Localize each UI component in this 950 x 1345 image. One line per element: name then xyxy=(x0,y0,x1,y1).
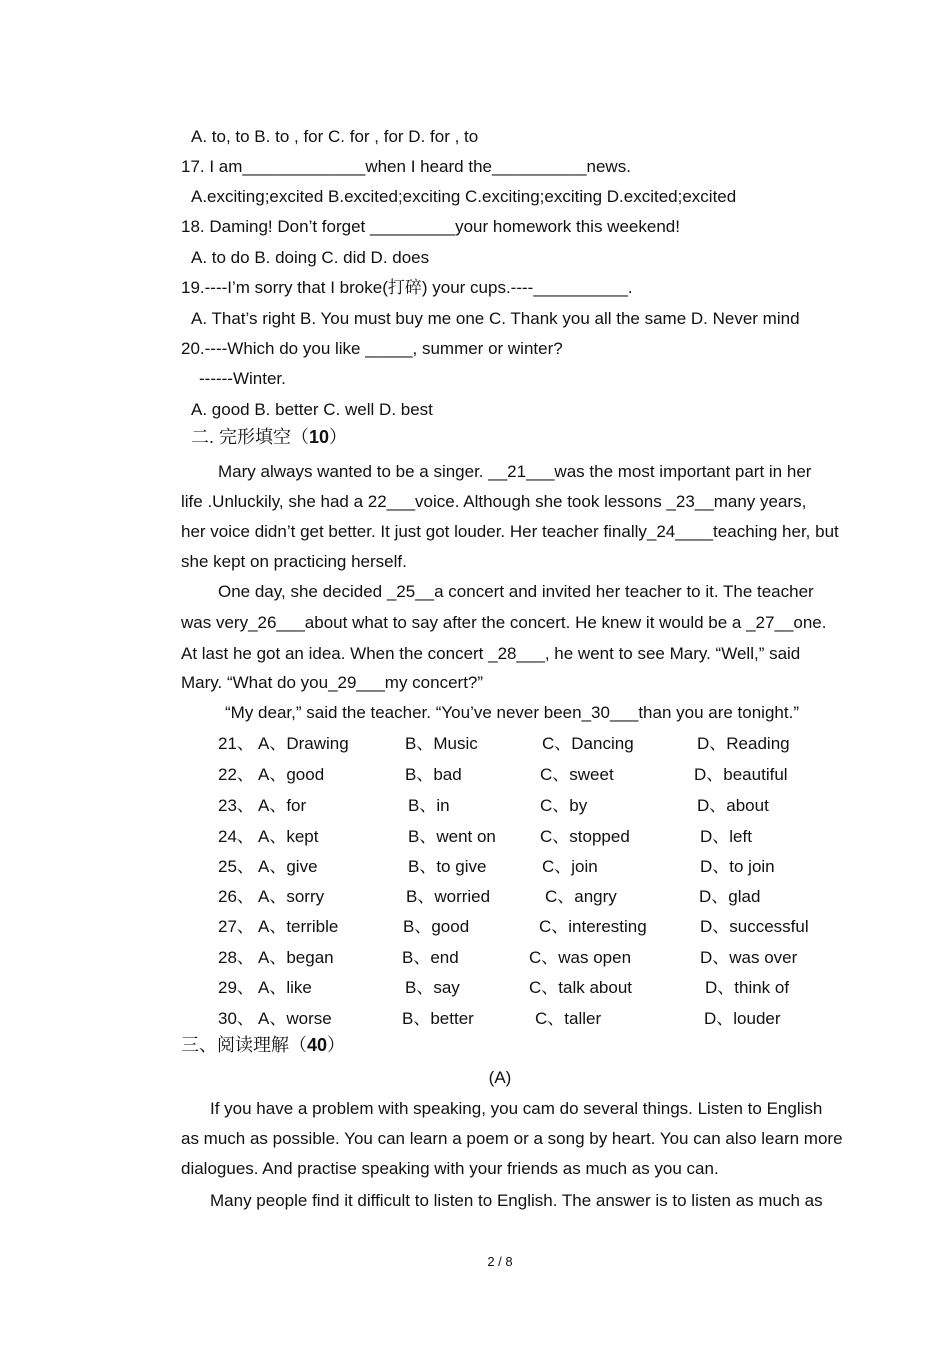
option-a: A、worse xyxy=(258,1009,332,1028)
option-d: D、think of xyxy=(705,978,790,997)
option-b: B、end xyxy=(402,948,459,967)
option-b: B、in xyxy=(408,796,450,815)
section3-title: 三、阅读理解（ xyxy=(181,1035,307,1055)
q19-options: A. That’s right B. You must buy me one C. Thank you all the same D. Never mind xyxy=(191,309,800,328)
option-c: C、angry xyxy=(545,887,617,906)
option-a: A、terrible xyxy=(258,917,339,936)
section3-heading xyxy=(181,1035,345,1055)
q18-options: A. to do B. doing C. did D. does xyxy=(191,248,430,267)
option-row-24 xyxy=(218,826,858,848)
section2-close: ） xyxy=(329,427,348,447)
option-d: D、glad xyxy=(699,887,761,906)
cloze-line-3: her voice didn’t get better. It just got louder. Her teacher finally_24____teaching her, but xyxy=(181,522,839,541)
option-c: C、taller xyxy=(535,1009,602,1028)
option-a: A、for xyxy=(258,796,307,815)
option-c: C、Dancing xyxy=(542,734,634,753)
cloze-line-9: “My dear,” said the teacher. “You’ve never been_30___than you are tonight.” xyxy=(225,703,799,722)
cloze-line-2: life .Unluckily, she had a 22___voice. Although she took lessons _23__many years, xyxy=(181,492,807,511)
option-number: 24、 xyxy=(218,827,254,846)
section3-score: 40 xyxy=(307,1035,328,1055)
option-d: D、to join xyxy=(700,857,775,876)
option-a: A、began xyxy=(258,948,334,967)
q17-stem: 17. I am_____________when I heard the__________news. xyxy=(181,157,631,176)
passage-line-1: If you have a problem with speaking, you cam do several things. Listen to English xyxy=(210,1099,823,1118)
option-d: D、beautiful xyxy=(694,765,788,784)
q20-options: A. good B. better C. well D. best xyxy=(191,400,433,419)
option-c: C、talk about xyxy=(529,978,632,997)
option-b: B、went on xyxy=(408,827,496,846)
option-number: 27、 xyxy=(218,917,254,936)
q17-options: A.exciting;excited B.excited;exciting C.exciting;exciting D.excited;excited xyxy=(191,187,737,206)
option-b: B、say xyxy=(405,978,460,997)
option-row-21 xyxy=(218,733,858,755)
option-c: C、by xyxy=(540,796,588,815)
option-number: 21、 xyxy=(218,734,254,753)
option-a: A、good xyxy=(258,765,325,784)
option-row-26 xyxy=(218,886,858,908)
option-row-27 xyxy=(218,916,858,938)
option-c: C、interesting xyxy=(539,917,647,936)
q16-options: A. to, to B. to , for C. for , for D. for , to xyxy=(191,127,479,146)
option-a: A、give xyxy=(258,857,318,876)
option-d: D、louder xyxy=(704,1009,781,1028)
option-b: B、Music xyxy=(405,734,478,753)
option-number: 22、 xyxy=(218,765,254,784)
option-row-30 xyxy=(218,1008,858,1030)
passage-line-2: as much as possible. You can learn a poem or a song by heart. You can also learn more xyxy=(181,1129,843,1148)
option-c: C、sweet xyxy=(540,765,614,784)
option-c: C、join xyxy=(542,857,598,876)
option-number: 28、 xyxy=(218,948,254,967)
option-number: 29、 xyxy=(218,978,254,997)
option-b: B、bad xyxy=(405,765,462,784)
option-row-29 xyxy=(218,977,858,999)
option-d: D、was over xyxy=(700,948,798,967)
cloze-line-5: One day, she decided _25__a concert and invited her teacher to it. The teacher xyxy=(218,582,814,601)
option-a: A、kept xyxy=(258,827,319,846)
option-b: B、better xyxy=(402,1009,474,1028)
option-a: A、sorry xyxy=(258,887,325,906)
option-number: 26、 xyxy=(218,887,254,906)
option-row-28 xyxy=(218,947,858,969)
q20-stem: 20.----Which do you like _____, summer or winter? xyxy=(181,339,563,358)
passage-line-4: Many people find it difficult to listen to English. The answer is to listen as much as xyxy=(210,1191,823,1210)
option-c: C、stopped xyxy=(540,827,630,846)
option-d: D、successful xyxy=(700,917,809,936)
q20-reply: ------Winter. xyxy=(199,369,286,388)
option-a: A、Drawing xyxy=(258,734,349,753)
option-b: B、good xyxy=(403,917,470,936)
option-number: 25、 xyxy=(218,857,254,876)
option-row-22 xyxy=(218,764,858,786)
cloze-line-8: Mary. “What do you_29___my concert?” xyxy=(181,673,484,692)
option-d: D、Reading xyxy=(697,734,790,753)
passage-label: (A) xyxy=(488,1068,512,1087)
option-b: B、worried xyxy=(406,887,491,906)
cloze-line-1: Mary always wanted to be a singer. __21___was the most important part in her xyxy=(218,462,812,481)
page-number: 2 / 8 xyxy=(487,1254,513,1269)
option-row-23 xyxy=(218,795,858,817)
q18-stem: 18. Daming! Don’t forget _________your homework this weekend! xyxy=(181,217,680,236)
option-d: D、left xyxy=(700,827,752,846)
passage-line-3: dialogues. And practise speaking with your friends as much as you can. xyxy=(181,1159,719,1178)
option-c: C、was open xyxy=(529,948,632,967)
option-d: D、about xyxy=(697,796,769,815)
option-number: 30、 xyxy=(218,1009,254,1028)
cloze-line-7: At last he got an idea. When the concert _28___, he went to see Mary. “Well,” said xyxy=(181,644,801,663)
cloze-line-6: was very_26___about what to say after the concert. He knew it would be a _27__one. xyxy=(181,613,827,632)
option-number: 23、 xyxy=(218,796,254,815)
option-b: B、to give xyxy=(408,857,487,876)
section3-close: ） xyxy=(327,1035,346,1055)
section2-heading xyxy=(191,427,347,447)
q19-stem: 19.----I’m sorry that I broke(打碎) your cups.----__________. xyxy=(181,278,633,297)
section2-score: 10 xyxy=(309,427,330,447)
option-row-25 xyxy=(218,856,858,878)
section2-title: 二. 完形填空（ xyxy=(191,427,310,447)
cloze-line-4: she kept on practicing herself. xyxy=(181,552,407,571)
option-a: A、like xyxy=(258,978,312,997)
